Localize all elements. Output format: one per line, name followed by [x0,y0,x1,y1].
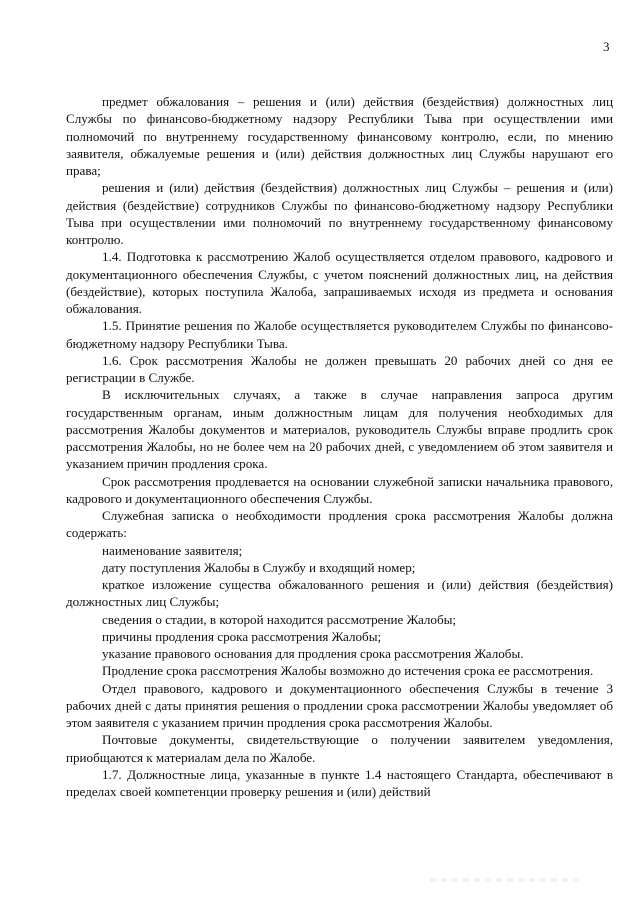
paragraph-notification: Отдел правового, кадрового и документационного обеспечения Службы в течение 3 рабочих дней с даты принятия решения о продлении срока рассмотрении Жалобы уведомляет об этом заявителя с указанием причин продления срока рассмотрения Жалобы. [66,680,613,730]
list-item-summary: краткое изложение существа обжалованного решения и (или) действия (бездействия) должностных лиц Службы; [66,577,613,610]
scan-artifact [430,878,580,882]
list-item-receipt-date: дату поступления Жалобы в Службу и входящий номер; [102,559,416,575]
paragraph-1-4: 1.4. Подготовка к рассмотрению Жалоб осуществляется отделом правового, кадрового и документационного обеспечения Службы, с учетом пояснений должностных лиц, на действия (бездействие), которых поступила Жалоба, запрашиваемых исходя из предмета и основания обжалования. [66,249,613,316]
paragraph-1-6: 1.6. Срок рассмотрения Жалобы не должен превышать 20 рабочих дней со дня ее регистрации в Службе. [66,352,613,385]
list-item-reasons: причины продления срока рассмотрения Жалобы; [102,628,382,644]
paragraph-1-7: 1.7. Должностные лица, указанные в пункте 1.4 настоящего Стандарта, обеспечивают в пределах своей компетенции проверку решения и (или) действий [66,766,613,799]
document-body [66,93,613,800]
list-item-stage: сведения о стадии, в которой находится рассмотрение Жалобы; [102,611,457,627]
paragraph-extension-timing: Продление срока рассмотрения Жалобы возможно до истечения срока ее рассмотрения. [102,663,594,679]
paragraph-officials-decisions: решения и (или) действия (бездействия) должностных лиц Службы – решения и (или) действия (бездействие) сотрудников Службы по финансово-бюджетному надзору Республики Тыва при осуществлении ими полномочий по внутреннему государственному финансовому контролю. [66,180,613,247]
paragraph-1-5: 1.5. Принятие решения по Жалобе осуществляется руководителем Службы по финансово-бюджетному надзору Республики Тыва. [66,318,613,351]
paragraph-extension-basis: Срок рассмотрения продлевается на основании служебной записки начальника правового, кадрового и документационного обеспечения Службы. [66,473,613,506]
paragraph-postal-documents: Почтовые документы, свидетельствующие о получении заявителем уведомления, приобщаются к материалам дела по Жалобе. [66,732,613,765]
list-item-legal-basis: указание правового основания для продления срока рассмотрения Жалобы. [102,646,524,661]
paragraph-memo-contents: Служебная записка о необходимости продления срока рассмотрения Жалобы должна содержать: [66,508,613,541]
list-item-applicant-name: наименование заявителя; [102,542,243,558]
page-number: 3 [603,39,610,54]
paragraph-appeal-subject: предмет обжалования – решения и (или) действия (бездействия) должностных лиц Службы по финансово-бюджетному надзору Республики Тыва при осуществлении ими полномочий по внутреннему государственному финансовому контролю, если, по мнению заявителя, обжалуемые решения и (или) действия должностных лиц Службы нарушают его права; [66,94,613,178]
paragraph-exceptional-cases: В исключительных случаях, а также в случае направления запроса другим государственным органам, иным должностным лицам для получения необходимых для рассмотрения Жалобы документов и материалов, руководитель Службы вправе продлить срок рассмотрения Жалобы, но не более чем на 20 рабочих дней, с уведомлением об этом заявителя и указанием причин продления срока. [66,387,613,472]
